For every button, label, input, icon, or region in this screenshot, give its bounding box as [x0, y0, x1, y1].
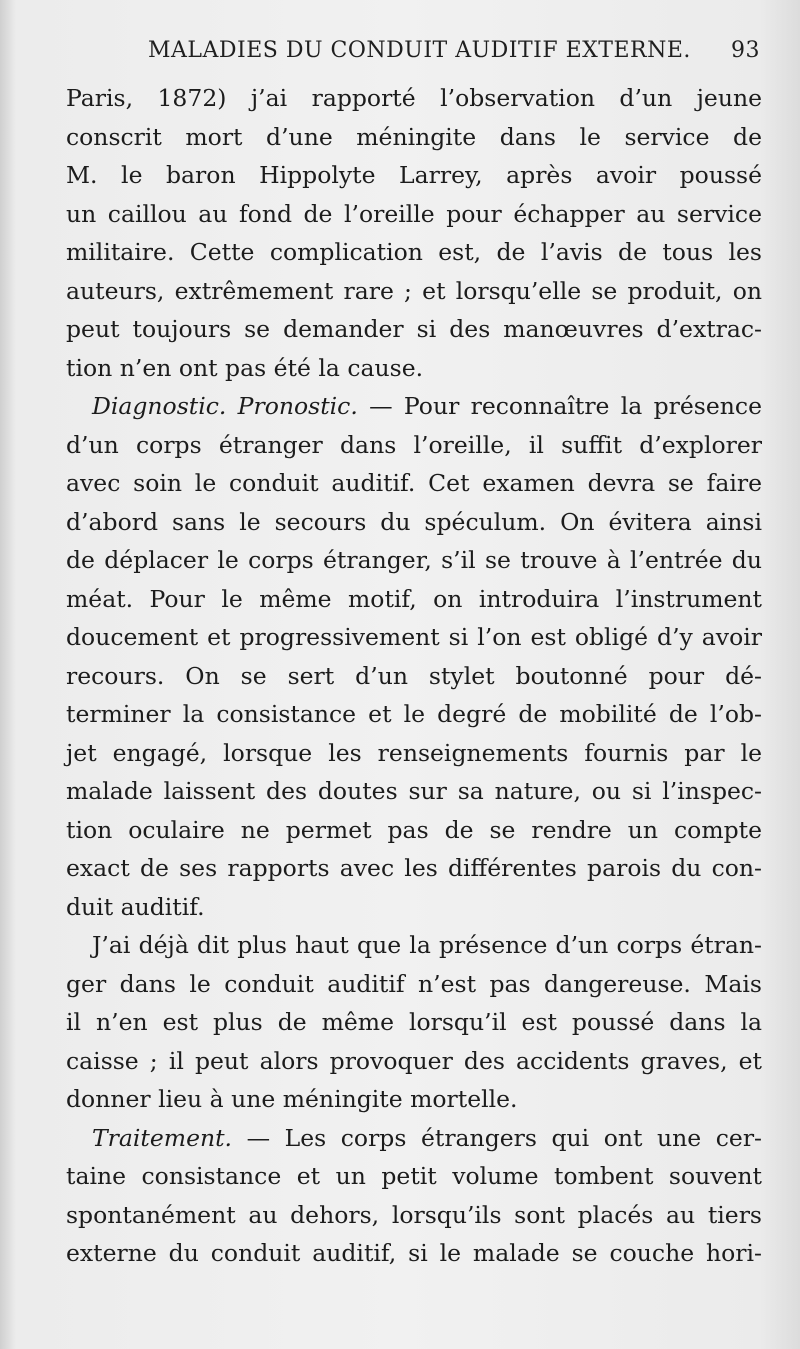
treatment-paragraph-first-line — [66, 1119, 762, 1158]
running-title: MALADIES DU CONDUIT AUDITIF EXTERNE. — [148, 38, 691, 63]
text-line: tion oculaire ne permet pas de se rendre un compte — [66, 815, 762, 844]
text-line: ger dans le conduit auditif n’est pas dangereuse. Mais — [66, 969, 762, 998]
text-line: méat. Pour le même motif, on introduira l’instrument — [66, 584, 762, 613]
text-line: d’un corps étranger dans l’oreille, il suffit d’explorer — [66, 430, 762, 459]
text-line: taine consistance et un petit volume tombent souvent — [66, 1162, 762, 1190]
text-line: terminer la consistance et le degré de mobilité de l’ob- — [66, 700, 762, 728]
text-line: d’abord sans le secours du spéculum. On évitera ainsi — [66, 507, 762, 536]
text-line: un caillou au fond de l’oreille pour échapper au service — [66, 199, 762, 228]
text-line: doucement et progressivement si l’on est obligé d’y avoir — [66, 623, 762, 651]
text-line: malade laissent des doutes sur sa nature, ou si l’inspec- — [66, 777, 762, 805]
text-line: donner lieu à une méningite mortelle. — [66, 1085, 518, 1113]
text-fragment: — Pour reconnaître la présence — [357, 392, 762, 420]
page-number: 93 — [731, 38, 760, 63]
text-line: Paris, 1872) j’ai rapporté l’observation d’un jeune — [66, 84, 762, 112]
text-line: conscrit mort d’une méningite dans le service de — [66, 122, 762, 151]
text-fragment: — Les corps étrangers qui ont une cer- — [232, 1123, 762, 1152]
text-line: jet engagé, lorsque les renseignements fournis par le — [66, 738, 762, 767]
text-line: caisse ; il peut alors provoquer des accidents graves, et — [66, 1046, 762, 1075]
text-line: auteurs, extrêmement rare ; et lorsqu’elle se produit, on — [66, 276, 762, 305]
text-line: de déplacer le corps étranger, s’il se trouve à l’entrée du — [66, 546, 762, 574]
text-line: M. le baron Hippolyte Larrey, après avoir poussé — [66, 161, 762, 189]
text-line: externe du conduit auditif, si le malade se couche hori- — [66, 1239, 762, 1267]
text-line: il n’en est plus de même lorsqu’il est poussé dans la — [66, 1008, 762, 1036]
text-line: duit auditif. — [66, 892, 205, 921]
text-line: tion n’en ont pas été la cause. — [66, 353, 424, 382]
text-line: peut toujours se demander si des manœuvres d’extrac- — [66, 315, 762, 343]
section-heading-diagnostic: Diagnostic. Pronostic. — [92, 392, 358, 420]
body-text — [66, 79, 762, 1273]
text-line: exact de ses rapports avec les différentes parois du con- — [66, 854, 762, 882]
diagnostic-paragraph-first-line — [66, 387, 762, 426]
text-line: avec soin le conduit auditif. Cet examen devra se faire — [66, 469, 762, 497]
text-line: spontanément au dehors, lorsqu’ils sont placés au tiers — [66, 1200, 762, 1229]
text-line: militaire. Cette complication est, de l’avis de tous les — [66, 238, 762, 266]
text-line: recours. On se sert d’un stylet boutonné pour dé- — [66, 661, 762, 690]
section-heading-treatment: Traitement. — [92, 1123, 233, 1152]
text-line: J’ai déjà dit plus haut que la présence d’un corps étran- — [92, 931, 762, 959]
